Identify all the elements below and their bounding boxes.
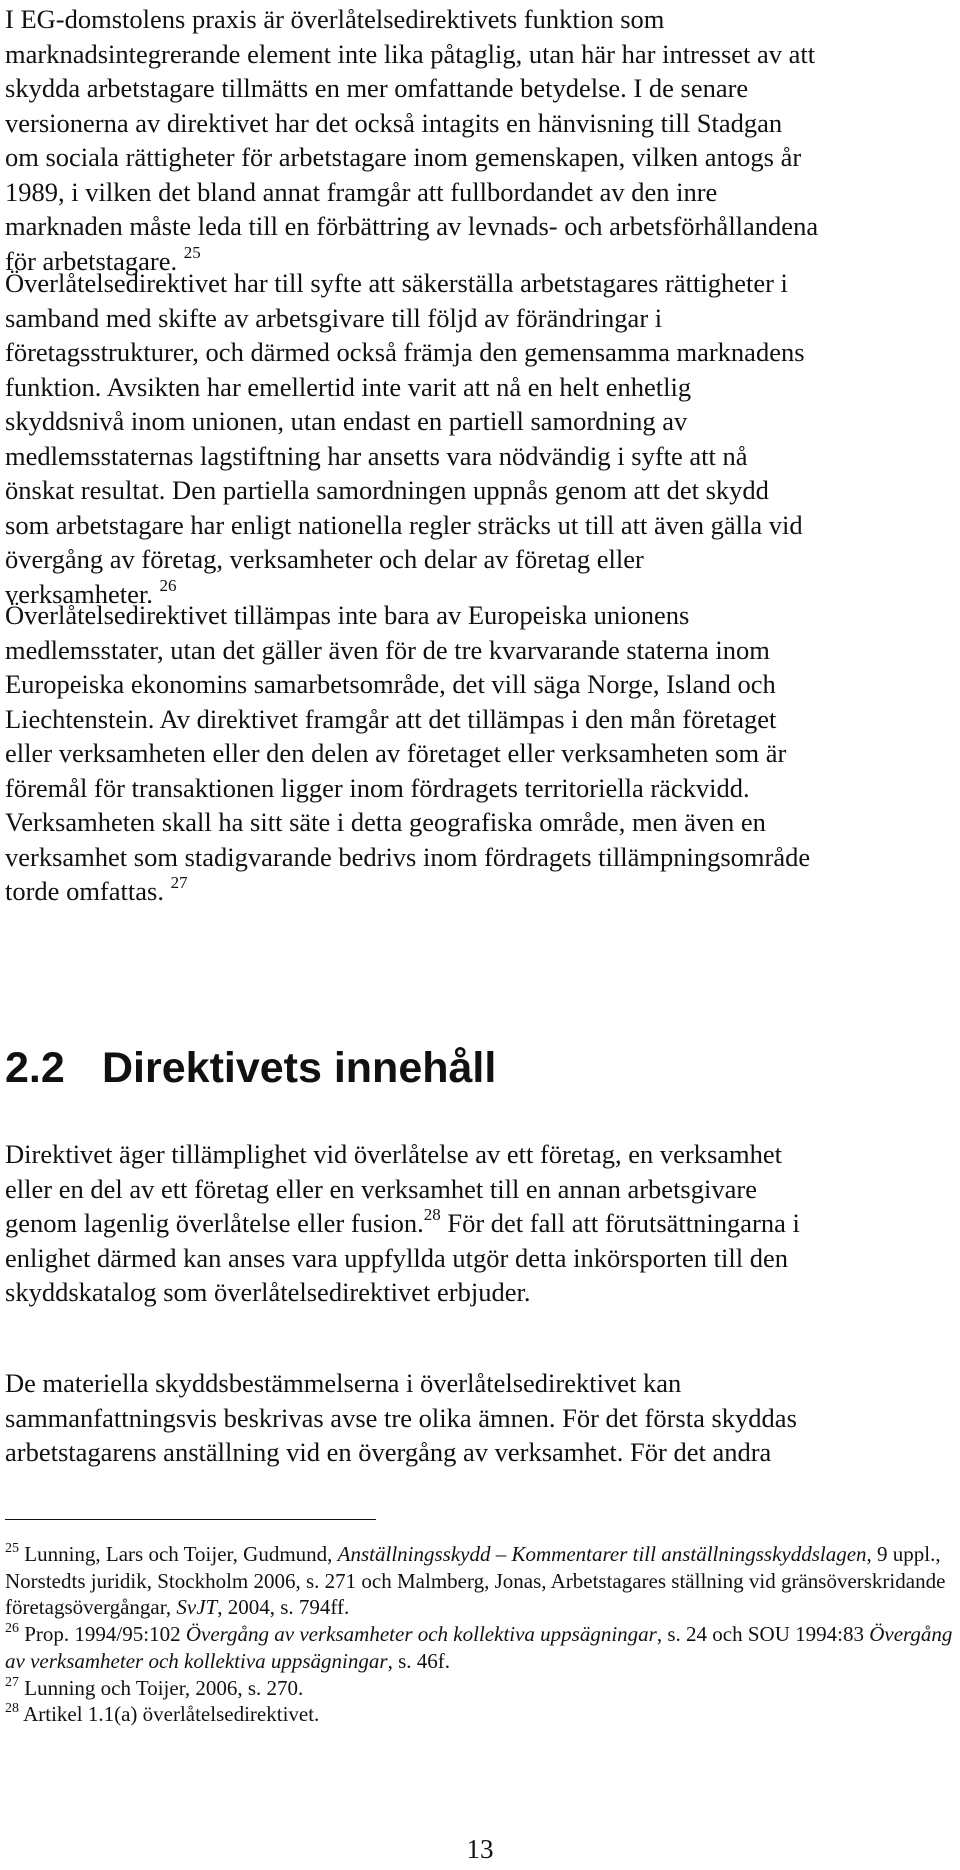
line: marknaden måste leda till en förbättring av levnads- och arbetsförhållandena	[5, 211, 819, 241]
footnote-text: Lunning, Lars och Toijer, Gudmund,	[19, 1542, 338, 1566]
footnote-28	[5, 1701, 957, 1728]
line: Överlåtelsedirektivet har till syfte att säkerställa arbetstagares rättigheter i	[5, 268, 788, 298]
footnote-number: 25	[5, 1541, 19, 1556]
line: 1989, i vilken det bland annat framgår att fullbordandet av den inre	[5, 176, 718, 207]
paragraph-3	[5, 598, 957, 909]
line: Verksamheten skall ha sitt säte i detta geografiska område, men även en	[5, 807, 766, 837]
footnote-text: , s. 24 och SOU 1994:83	[656, 1622, 870, 1647]
line: versionerna av direktivet har det också intagits en hänvisning till Stadgan	[5, 107, 783, 138]
line: för arbetstagare.	[5, 245, 178, 276]
line: För det fall att förutsättningarna i	[440, 1208, 800, 1238]
line: verksamhet som stadigvarande bedrivs inom fördragets tillämpningsområde	[5, 841, 811, 872]
paragraph-4	[5, 1137, 957, 1310]
line: önskat resultat. Den partiella samordningen uppnås genom att det skydd	[5, 475, 769, 505]
paragraph-1	[5, 2, 957, 278]
page-number: 13	[466, 1834, 494, 1864]
line: skyddsnivå inom unionen, utan endast en partiell samordning av	[5, 406, 688, 436]
section-heading	[5, 1042, 496, 1094]
line: medlemsstaternas lagstiftning har ansetts vara nödvändig i syfte att nå	[5, 440, 748, 471]
line: Liechtenstein. Av direktivet framgår att det tillämpas i den mån företaget	[5, 703, 777, 734]
paragraph-2	[5, 266, 957, 611]
footnote-ref-26[interactable]: 26	[159, 575, 177, 595]
footnote-number: 26	[5, 1621, 19, 1637]
line: företagsstrukturer, och därmed också främja den gemensamma marknadens	[5, 337, 805, 367]
footnote-title: Anställningsskydd – Kommentarer till anställningsskyddslagen	[337, 1542, 867, 1566]
paragraph-5	[5, 1366, 957, 1470]
line: medlemsstater, utan det gäller även för de tre kvarvarande staterna inom	[5, 634, 770, 665]
footnote-text: Artikel 1.1(a) överlåtelsedirektivet.	[19, 1702, 320, 1727]
footnote-ref-27[interactable]: 27	[170, 873, 188, 893]
footnote-ref-25[interactable]: 25	[183, 242, 201, 262]
line: om sociala rättigheter för arbetstagare inom gemenskapen, vilken antogs år	[5, 142, 802, 172]
footnote-27	[5, 1675, 957, 1702]
footnote-journal: SvJT	[176, 1595, 218, 1620]
footnote-26	[5, 1621, 957, 1674]
line: funktion. Avsikten har emellertid inte varit att nå en helt enhetlig	[5, 371, 692, 402]
line: Direktivet äger tillämplighet vid överlåtelse av ett företag, en verksamhet	[5, 1139, 783, 1169]
footnote-text: Lunning och Toijer, 2006, s. 270.	[19, 1675, 304, 1700]
line: föremål för transaktionen ligger inom fördragets territoriella räckvidd.	[5, 772, 750, 803]
line: skydda arbetstagare tillmätts en mer omfattande betydelse. I de senare	[5, 73, 749, 103]
footnote-title: Övergång av verksamheter och kollektiva uppsägningar	[185, 1622, 657, 1647]
footnote-title: Övergång av verksamheter och kollektiva uppsägningar	[5, 1622, 953, 1673]
line: arbetstagarens anställning vid en övergång av verksamhet. För det andra	[5, 1437, 772, 1467]
footnotes	[5, 1541, 957, 1728]
line: Europeiska ekonomins samarbetsområde, det vill säga Norge, Island och	[5, 669, 776, 699]
line: genom lagenlig överlåtelse eller fusion.	[5, 1208, 424, 1238]
footnote-separator	[5, 1519, 376, 1520]
line: verksamheter.	[5, 578, 153, 609]
footnote-ref-28[interactable]: 28	[423, 1205, 441, 1225]
line: De materiella skyddsbestämmelserna i överlåtelsedirektivet kan	[5, 1368, 682, 1398]
footnote-number: 28	[5, 1701, 19, 1717]
line: skyddskatalog som överlåtelsedirektivet erbjuder.	[5, 1277, 531, 1307]
line: samband med skifte av arbetsgivare till följd av förändringar i	[5, 302, 663, 333]
footnote-25	[5, 1541, 957, 1621]
line: I EG-domstolens praxis är överlåtelsedirektivets funktion som	[5, 4, 665, 34]
line: eller verksamheten eller den delen av företaget eller verksamheten som är	[5, 738, 787, 768]
line: övergång av företag, verksamheter och delar av företag eller	[5, 544, 644, 574]
line: enlighet därmed kan anses vara uppfyllda utgör detta inkörsporten till den	[5, 1242, 788, 1273]
line: torde omfattas.	[5, 876, 164, 906]
footnote-number: 27	[5, 1674, 19, 1690]
line: sammanfattningsvis beskrivas avse tre olika ämnen. För det första skyddas	[5, 1402, 797, 1433]
line: marknadsintegrerande element inte lika påtaglig, utan här har intresset av att	[5, 38, 816, 69]
section-title: Direktivets innehåll	[102, 1044, 497, 1092]
footnote-text: , s. 46f.	[387, 1648, 450, 1673]
line: eller en del av ett företag eller en verksamhet till en annan arbetsgivare	[5, 1173, 757, 1204]
line: Överlåtelsedirektivet tillämpas inte bara av Europeiska unionens	[5, 600, 690, 630]
footnote-text: , 9 uppl., Norstedts juridik, Stockholm 2006, s. 271 och Malmberg, Jonas, Arbetstagares ställning vid gränsöverskridande företagsövergångar,	[5, 1542, 946, 1620]
line: som arbetstagare har enligt nationella regler sträcks ut till att även gälla vid	[5, 509, 803, 540]
section-number: 2.2	[5, 1044, 65, 1092]
footnote-text: Prop. 1994/95:102	[19, 1622, 186, 1647]
footnote-text: , 2004, s. 794ff.	[217, 1595, 350, 1620]
